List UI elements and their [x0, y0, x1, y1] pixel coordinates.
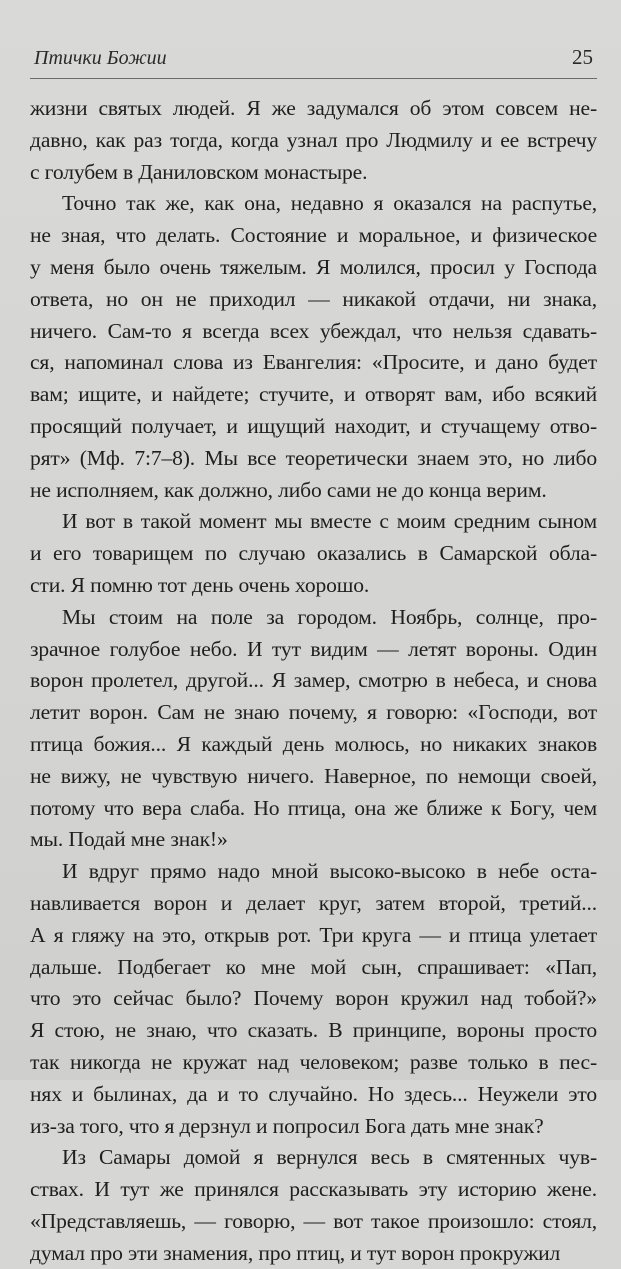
page-number: 25 [572, 45, 593, 69]
paragraph [30, 1142, 597, 1269]
text-line: ствах. И тут же принялся рассказывать эту историю жене. [30, 1177, 597, 1202]
text-line: ворон пролетел, другой... Я замер, смотрю в небеса, и снова [30, 668, 597, 693]
paragraph [30, 856, 597, 1142]
text-line: Из Самары домой я вернулся весь в смятенных чув- [62, 1145, 597, 1170]
text-line: жизни святых людей. Я же задумался об этом совсем не- [30, 96, 597, 120]
paragraph [30, 602, 597, 856]
paragraph [30, 506, 597, 601]
text-line: так никогда не кружат над человеком; разве только в пес- [30, 1049, 597, 1074]
text-line: А я гляжу на это, открыв рот. Три круга — и птица улетает [30, 922, 597, 947]
text-line: из-за того, что я дерзнул и попросил Бога дать мне знак? [30, 1113, 544, 1138]
text-line: Точно так же, как она, недавно я оказался на распутье, [62, 191, 597, 216]
body-text [30, 93, 597, 1269]
text-line: зрачное голубое небо. И тут видим — летят вороны. Один [30, 636, 597, 661]
text-line: ся, напоминал слова из Евангелия: «Просите, и дано будет [30, 350, 597, 375]
paragraph [30, 188, 597, 506]
text-line: ничего. Сам-то я всегда всех убеждал, что нельзя сдавать- [30, 318, 597, 343]
text-line: И вдруг прямо надо мной высоко-высоко в небе оста- [62, 859, 597, 884]
text-line: рят» (Мф. 7:7–8). Мы все теоретически знаем это, но либо [30, 445, 597, 470]
text-line: мы. Подай мне знак!» [30, 827, 228, 852]
text-line: думал про эти знамения, про птиц, и тут ворон прокружил [30, 1240, 561, 1265]
text-line: нях и былинах, да и то случайно. Но здесь... Неужели это [30, 1081, 597, 1106]
text-line: потому что вера слаба. Но птица, она же ближе к Богу, чем [30, 795, 597, 820]
text-line: ответа, но он не приходил — никакой отдачи, ни знака, [30, 286, 597, 311]
text-line: не вижу, не чувствую ничего. Наверное, по немощи своей, [30, 763, 597, 788]
text-line: и его товарищем по случаю оказались в Самарской обла- [30, 541, 597, 566]
text-line: И вот в такой момент мы вместе с моим средним сыном [62, 509, 597, 534]
text-line: вам; ищите, и найдете; стучите, и отворят вам, ибо всякий [30, 382, 597, 407]
text-line: навливается ворон и делает круг, затем второй, третий... [30, 890, 597, 915]
running-title: Птички Божии [34, 47, 167, 69]
text-line: у меня было очень тяжелым. Я молился, просил у Господа [30, 254, 597, 279]
text-line: с голубем в Даниловском монастыре. [30, 159, 368, 184]
paragraph [30, 93, 597, 188]
text-line: Мы стоим на поле за городом. Ноябрь, солнце, про- [62, 604, 597, 629]
text-line: летит ворон. Сам не знаю почему, я говорю: «Господи, вот [30, 700, 597, 725]
running-header [30, 38, 597, 79]
text-line: что это сейчас было? Почему ворон кружил над тобой?» [30, 986, 597, 1011]
text-line: Я стою, не знаю, что сказать. В принципе, вороны просто [30, 1018, 597, 1043]
text-line: сти. Я помню тот день очень хорошо. [30, 572, 370, 597]
text-line: просящий получает, и ищущий находит, и стучащему отво- [30, 413, 597, 438]
text-line: птица божия... Я каждый день молюсь, но никаких знаков [30, 731, 597, 756]
text-line: дальше. Подбегает ко мне мой сын, спрашивает: «Пап, [30, 954, 597, 979]
text-line: давно, как раз тогда, когда узнал про Людмилу и ее встречу [30, 127, 597, 152]
text-line: не исполняем, как должно, либо сами не до конца верим. [30, 477, 547, 502]
text-line: «Представляешь, — говорю, — вот такое произошло: стоял, [30, 1208, 597, 1233]
text-line: не зная, что делать. Состояние и моральное, и физическое [30, 223, 597, 248]
